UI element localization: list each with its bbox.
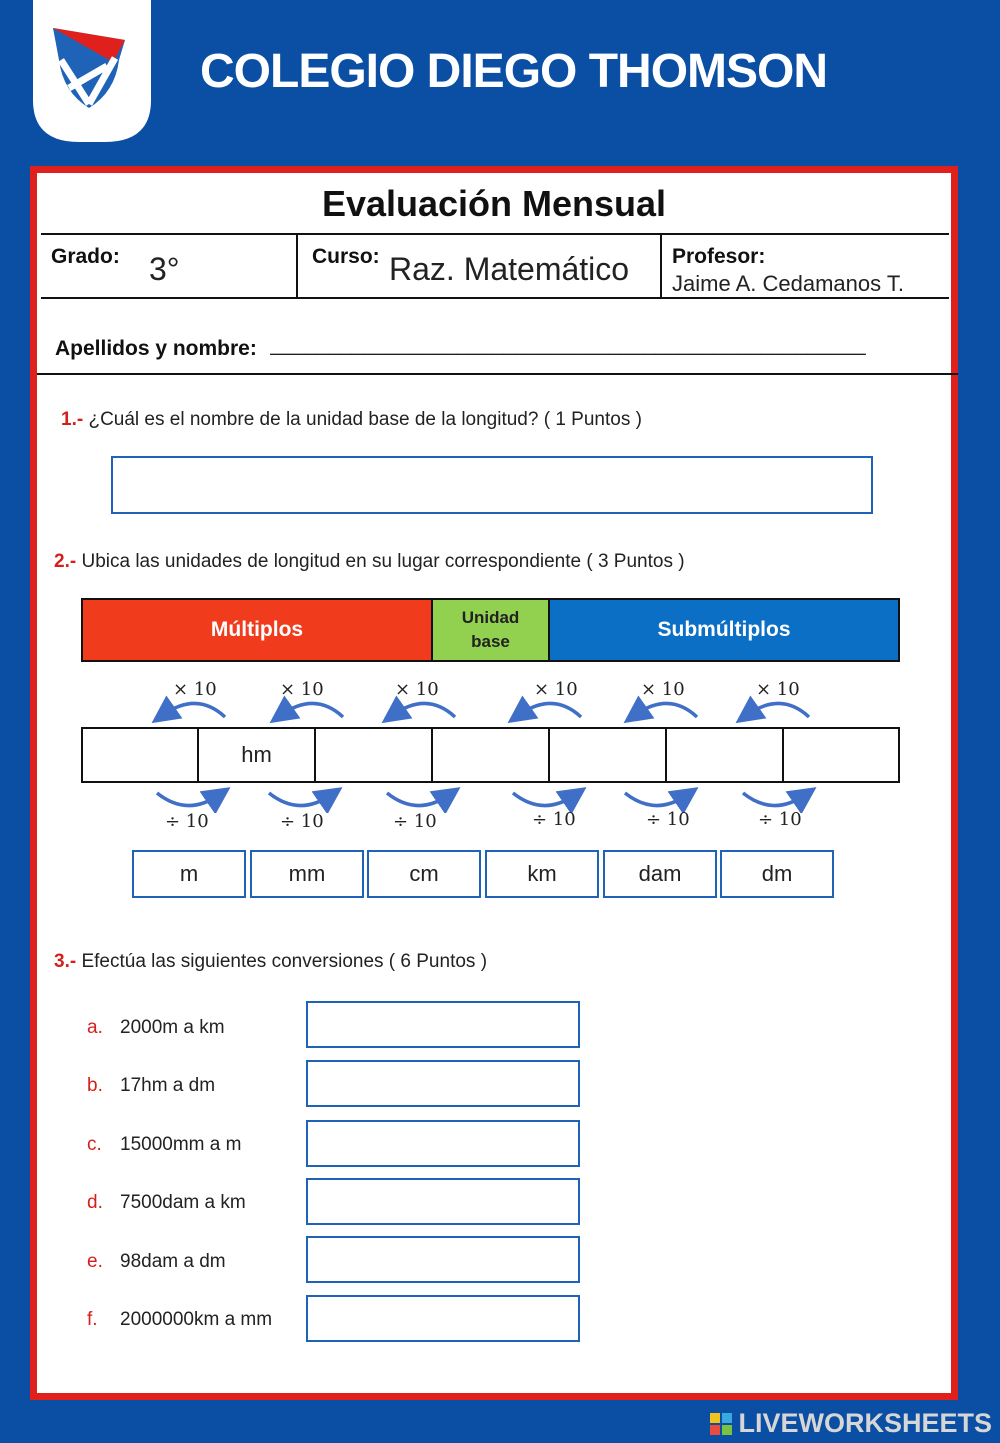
conversion-answer-input[interactable] <box>306 1120 580 1167</box>
divide-label: ÷ 10 <box>758 809 802 830</box>
conversion-answer-input[interactable] <box>306 1236 580 1283</box>
conversion-prompt: 7500dam a km <box>120 1192 246 1213</box>
multiply-arrow <box>281 703 343 717</box>
question-number: 2.- <box>54 551 77 572</box>
divide-arrow <box>269 793 331 806</box>
divide-arrow <box>387 793 449 806</box>
question-number: 1.- <box>61 409 84 430</box>
conversion-prompt: 2000m a km <box>120 1017 225 1038</box>
multiply-arrow <box>163 703 225 717</box>
conversion-answer-input[interactable] <box>306 1295 580 1342</box>
unit-cell[interactable] <box>314 727 433 783</box>
conversion-answer-input[interactable] <box>306 1178 580 1225</box>
unit-cell[interactable] <box>665 727 784 783</box>
multiply-arrow <box>635 703 697 717</box>
divider <box>37 373 958 375</box>
liveworksheets-brand: LIVEWORKSHEETS <box>738 1408 992 1438</box>
item-letter: b. <box>87 1075 103 1096</box>
conversion-prompt: 2000000km a mm <box>120 1309 273 1330</box>
multiply-arrow <box>393 703 455 717</box>
divider <box>660 233 662 299</box>
multiply-label: × 10 <box>395 679 439 700</box>
conversion-prompt: 17hm a dm <box>120 1075 216 1096</box>
multiply-label: × 10 <box>280 679 324 700</box>
grado-value: 3° <box>149 251 180 287</box>
divide-label: ÷ 10 <box>280 811 324 832</box>
multiply-arrow <box>519 703 581 717</box>
curso-label: Curso: <box>312 245 380 268</box>
divider <box>41 297 949 299</box>
curso-value: Raz. Matemático <box>389 251 630 287</box>
divide-label: ÷ 10 <box>646 809 690 830</box>
conversion-prompt: 98dam a dm <box>120 1251 226 1272</box>
unit-cell[interactable] <box>431 727 550 783</box>
conversion-answer-input[interactable] <box>306 1001 580 1048</box>
base-unit-line1: Unidad <box>461 608 520 627</box>
item-letter: a. <box>87 1017 103 1038</box>
question-2 <box>54 551 685 573</box>
base-unit-header <box>433 600 550 660</box>
unit-category-bar <box>81 598 900 662</box>
question-1 <box>61 409 642 431</box>
question-text: Efectúa las siguientes conversiones ( 6 Puntos ) <box>81 951 488 972</box>
divide-label: ÷ 10 <box>532 809 576 830</box>
answer-input-q1[interactable] <box>111 456 873 514</box>
liveworksheets-icon <box>710 1413 732 1435</box>
unit-option-chip[interactable]: km <box>485 850 599 898</box>
worksheet-page <box>30 166 958 1400</box>
item-letter: d. <box>87 1192 103 1213</box>
multiply-label: × 10 <box>756 679 800 700</box>
divider <box>41 233 949 235</box>
question-text: Ubica las unidades de longitud en su lugar correspondiente ( 3 Puntos ) <box>81 551 685 572</box>
unit-option-chip[interactable]: m <box>132 850 246 898</box>
unit-cell[interactable] <box>548 727 667 783</box>
submultiples-header: Submúltiplos <box>550 600 898 660</box>
question-text: ¿Cuál es el nombre de la unidad base de la longitud? ( 1 Puntos ) <box>88 409 642 430</box>
divide-label: ÷ 10 <box>393 811 437 832</box>
question-3 <box>54 951 487 973</box>
unit-option-chip[interactable]: cm <box>367 850 481 898</box>
unit-cell[interactable] <box>782 727 900 783</box>
item-letter: e. <box>87 1251 103 1272</box>
question-number: 3.- <box>54 951 77 972</box>
item-letter: c. <box>87 1134 102 1155</box>
grado-label: Grado: <box>51 245 120 268</box>
unit-option-chip[interactable]: mm <box>250 850 364 898</box>
unit-cell[interactable] <box>81 727 199 783</box>
school-name: COLEGIO DIEGO THOMSON <box>200 45 828 98</box>
conversion-answer-input[interactable] <box>306 1060 580 1107</box>
unit-cell[interactable]: hm <box>197 727 316 783</box>
multiply-label: × 10 <box>641 679 685 700</box>
base-unit-line2: base <box>471 632 510 651</box>
name-label: Apellidos y nombre: <box>55 337 257 360</box>
profesor-label: Profesor: <box>672 245 766 268</box>
item-letter: f. <box>87 1309 98 1330</box>
divide-arrow <box>157 793 219 806</box>
divide-arrow <box>513 793 575 806</box>
divider <box>296 233 298 299</box>
profesor-value: Jaime A. Cedamanos T. <box>672 271 904 296</box>
page-title: Evaluación Mensual <box>321 183 667 224</box>
divide-arrow <box>625 793 687 806</box>
multiply-label: × 10 <box>534 679 578 700</box>
multiply-arrow <box>747 703 809 717</box>
name-line[interactable]: ___________________________________________________ <box>270 333 866 356</box>
divide-label: ÷ 10 <box>165 811 209 832</box>
unit-option-chip[interactable]: dm <box>720 850 834 898</box>
multiply-label: × 10 <box>173 679 217 700</box>
school-crest-logo <box>33 0 151 142</box>
divide-arrow <box>743 793 805 806</box>
liveworksheets-logo <box>710 1408 992 1439</box>
conversion-prompt: 15000mm a m <box>120 1134 242 1155</box>
unit-option-chip[interactable]: dam <box>603 850 717 898</box>
multiples-header: Múltiplos <box>83 600 433 660</box>
